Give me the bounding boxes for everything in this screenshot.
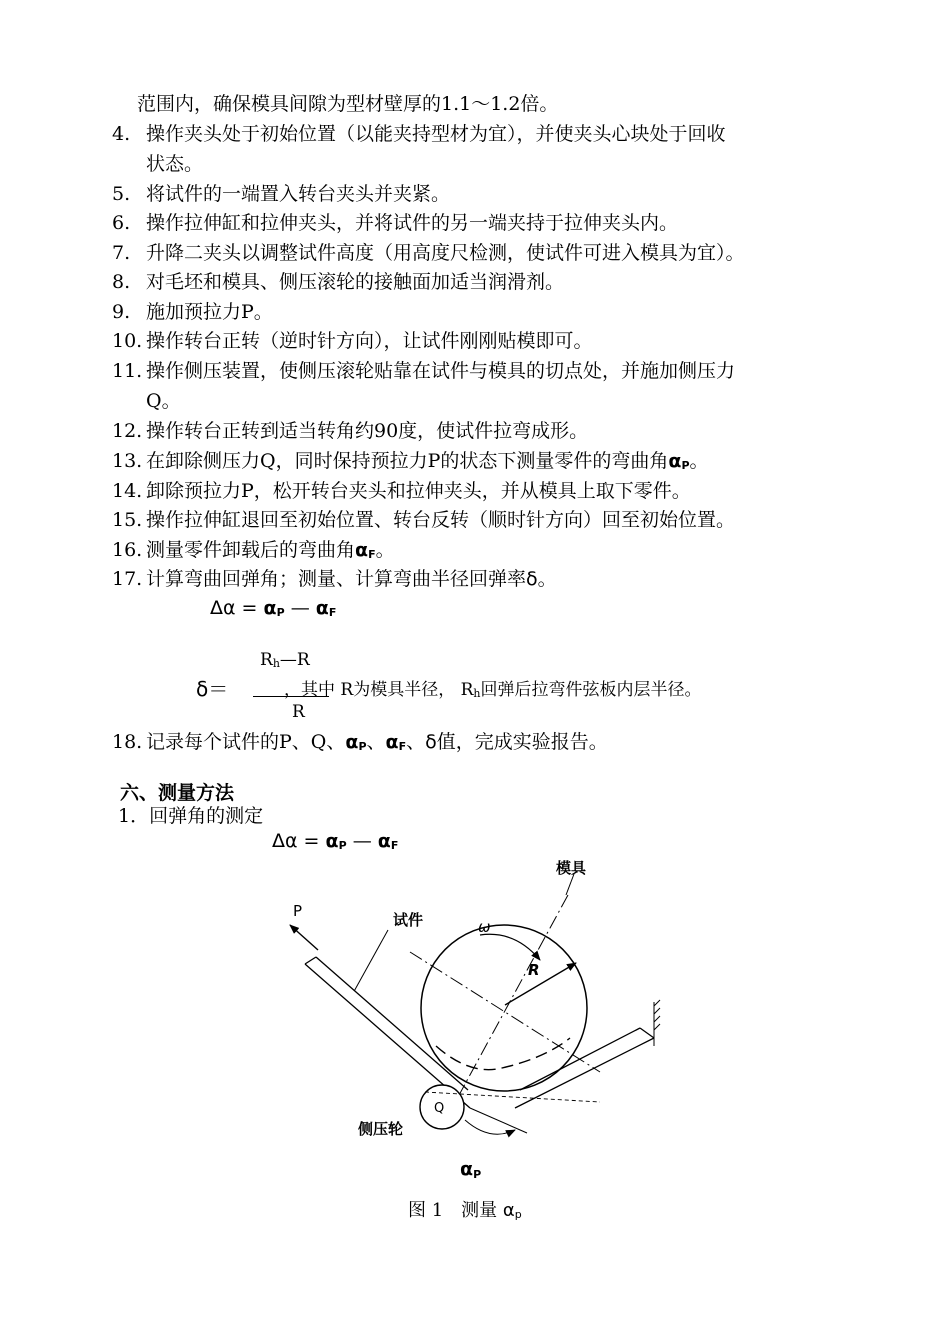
alpha-symbol: α <box>315 597 329 619</box>
text: δ＝ <box>196 677 229 701</box>
side-force-label: Q <box>434 1101 445 1116</box>
springback-curve <box>436 1038 570 1070</box>
text: 测量零件卸载后的弯曲角 <box>146 539 356 561</box>
step-text: 操作拉伸缸退回至初始位置、转台反转（顺时针方向）回至初始位置。 <box>146 509 736 531</box>
alpha-symbol: α <box>668 450 682 472</box>
subscript: h <box>473 687 481 700</box>
text: ，其中 R为模具半径， R <box>284 680 474 700</box>
alpha-symbol: α <box>345 731 359 753</box>
section-heading: 六、测量方法 <box>120 782 235 804</box>
subscript: F <box>328 606 337 619</box>
specimen-label-leader <box>352 930 388 995</box>
step-number: 12. <box>112 420 143 442</box>
subscript: F <box>398 740 407 753</box>
die-centerline-2 <box>410 952 600 1072</box>
text: 范围内，确保模具间隙为型材壁厚的1.1～1.2倍。 <box>137 93 559 115</box>
subscript: h <box>272 657 280 670</box>
alpha-symbol: α <box>377 830 391 852</box>
alpha-p-label <box>460 1158 481 1181</box>
clamp-hatch <box>654 1000 660 1046</box>
text: 记录每个试件的P、Q、 <box>146 731 346 753</box>
step-number: 5. <box>112 183 131 205</box>
step-number: 14. <box>112 480 143 502</box>
step-text: 将试件的一端置入转台夹头并夹紧。 <box>146 183 451 205</box>
subscript: P <box>358 740 367 753</box>
radius-label: R <box>528 961 540 979</box>
rotation-arrow <box>480 934 540 960</box>
delta-symbol: δ <box>425 731 437 753</box>
step-number: 7. <box>112 242 131 264</box>
minus-sign: — <box>346 830 378 852</box>
step-text: 状态。 <box>146 153 204 175</box>
step-text: 操作转台正转到适当转角约90度，使试件拉弯成形。 <box>146 420 589 442</box>
text: 。 <box>375 539 395 561</box>
angle-arc <box>465 1120 515 1134</box>
subsection-title: 1．回弹角的测定 <box>118 805 264 827</box>
step-number: 18. <box>112 731 143 753</box>
step-number: 8. <box>112 271 131 293</box>
step-text: 施加预拉力P。 <box>146 301 273 323</box>
step-text: 对毛坯和模具、侧压滚轮的接触面加适当润滑剂。 <box>146 271 565 293</box>
step-number: 15. <box>112 509 143 531</box>
text: 、 <box>406 731 426 753</box>
step-text: 操作拉伸缸和拉伸夹头，并将试件的另一端夹持于拉伸夹头内。 <box>146 212 679 234</box>
subscript: P <box>681 459 690 472</box>
step-number: 10. <box>112 330 143 352</box>
step-text: 操作侧压装置，使侧压滚轮贴靠在试件与模具的切点处，并施加侧压力 <box>146 360 736 382</box>
text: 值，完成实验报告。 <box>436 731 608 753</box>
text: 在卸除侧压力Q，同时保持预拉力P的状态下测量零件的弯曲角 <box>146 450 669 472</box>
step-number: 17. <box>112 568 143 590</box>
specimen-outer-edge-right <box>515 1038 654 1108</box>
text: R <box>260 650 273 670</box>
tension-label: P <box>293 902 303 920</box>
step-number: 6. <box>112 212 131 234</box>
subscript: P <box>338 839 347 852</box>
die-label: 模具 <box>556 859 587 877</box>
minus-sign: — <box>284 597 316 619</box>
text: R <box>292 702 305 722</box>
subscript: p <box>514 1208 522 1221</box>
radius-arrow <box>505 963 576 1005</box>
omega-label: ω <box>478 918 491 936</box>
tension-arrow <box>290 925 318 950</box>
step-text: 操作夹头处于初始位置（以能夹持型材为宜），并使夹头心块处于回收 <box>146 123 726 145</box>
step-number: 11. <box>112 360 143 382</box>
formula-lhs: Δα = <box>272 830 326 852</box>
formula-lhs: Δα = <box>210 597 264 619</box>
die-circle <box>421 925 587 1091</box>
text: 。 <box>537 568 557 590</box>
alpha-symbol: α <box>460 1158 474 1180</box>
alpha-symbol: α <box>355 539 369 561</box>
alpha-symbol: α <box>263 597 277 619</box>
alpha-symbol: α <box>385 731 399 753</box>
step-number: 4. <box>112 123 131 145</box>
step-number: 16. <box>112 539 143 561</box>
subscript: P <box>276 606 285 619</box>
subscript: F <box>368 548 376 561</box>
step-text: 升降二夹头以调整试件高度（用高度尺检测，使试件可进入模具为宜）。 <box>146 242 745 264</box>
subscript: P <box>473 1168 482 1181</box>
text: 、 <box>366 731 386 753</box>
side-roller-label: 侧压轮 <box>358 1120 404 1138</box>
text: 。 <box>689 450 709 472</box>
text: 计算弯曲回弹角；测量、计算弯曲半径回弹率 <box>146 568 527 590</box>
specimen-label: 试件 <box>393 911 424 929</box>
figure-caption <box>408 1196 522 1222</box>
alpha-symbol: α <box>325 830 339 852</box>
subscript: F <box>390 839 399 852</box>
text: 回弹后拉弯件弦板内层半径。 <box>480 680 702 700</box>
specimen-inner-edge <box>316 957 468 1090</box>
alpha-symbol: α <box>502 1200 515 1221</box>
step-text: Q。 <box>146 390 181 412</box>
specimen-body <box>305 957 652 1113</box>
step-text: 卸除预拉力P，松开转台夹头和拉伸夹头，并从模具上取下零件。 <box>146 480 691 502</box>
text: 图 1 测量 <box>408 1200 503 1221</box>
step-text: 操作转台正转（逆时针方向），让试件刚刚贴模即可。 <box>146 330 593 352</box>
die-label-leader <box>566 874 574 895</box>
text: —R <box>279 650 310 670</box>
step-number: 9. <box>112 301 131 323</box>
delta-symbol: δ <box>526 568 538 590</box>
step-number: 13. <box>112 450 143 472</box>
